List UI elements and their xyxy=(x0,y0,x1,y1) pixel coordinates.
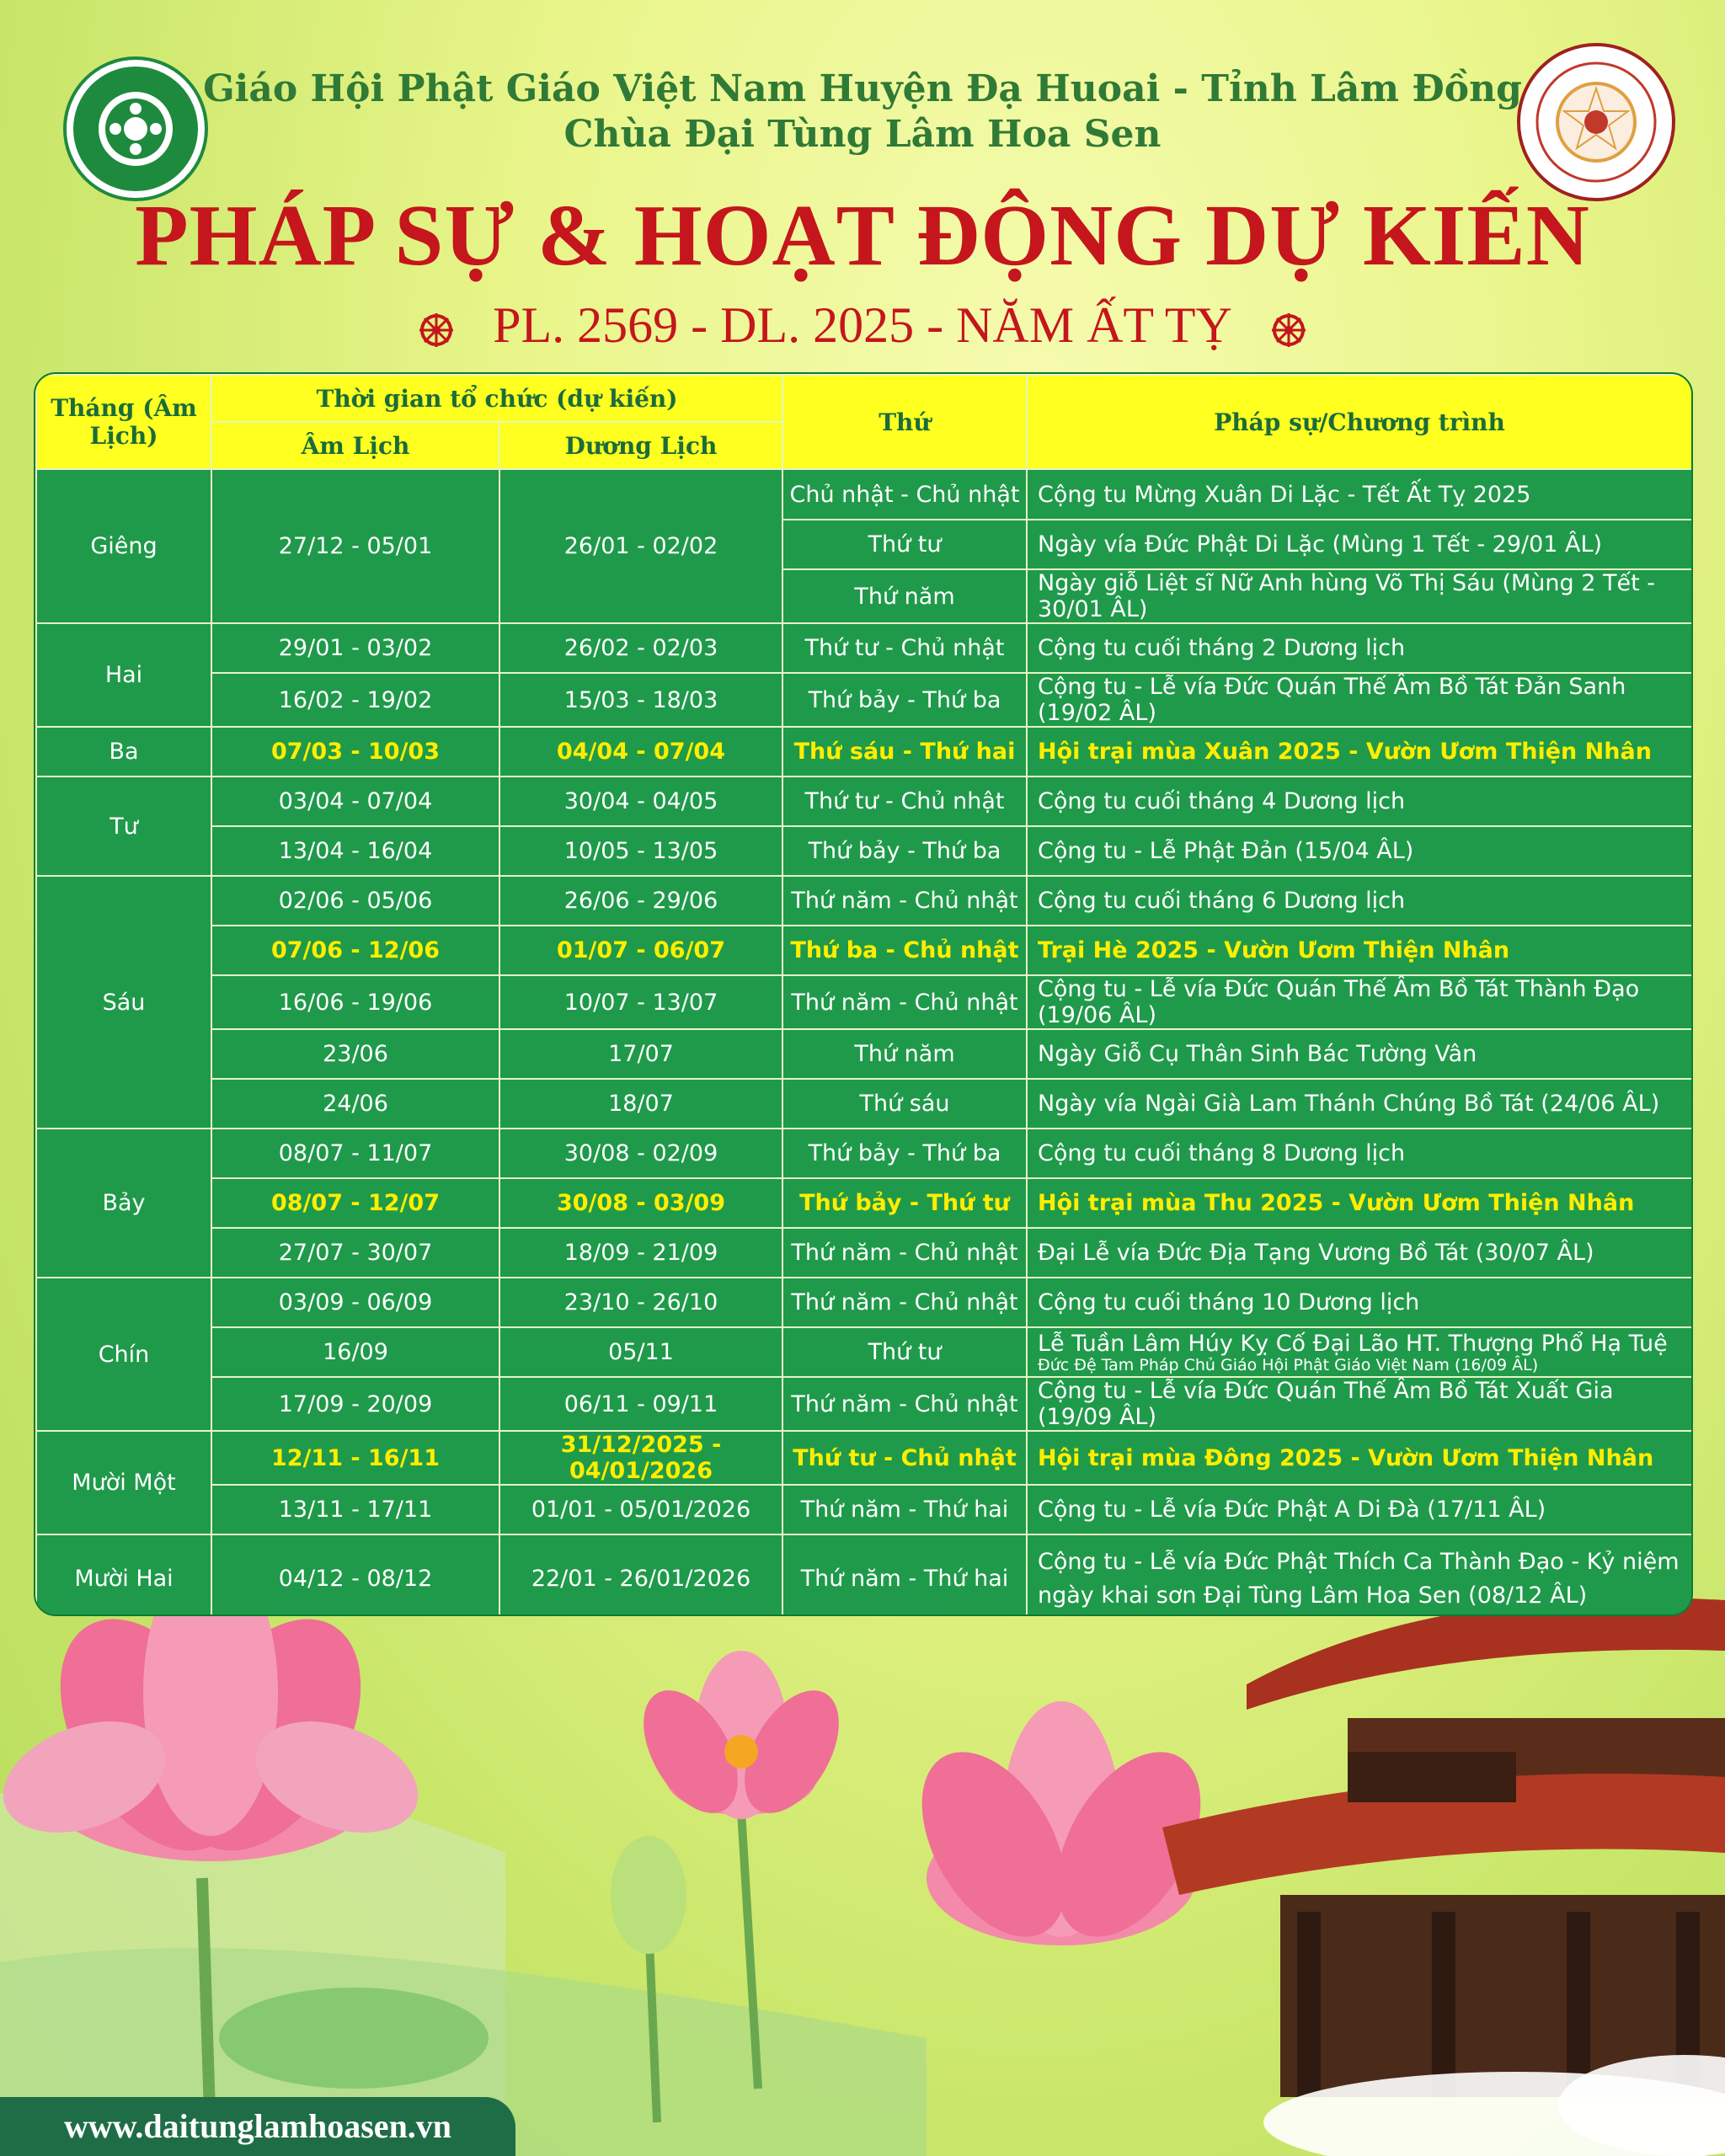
weekday-cell: Thứ năm - Chủ nhật xyxy=(782,1377,1027,1431)
weekday-cell: Thứ bảy - Thứ ba xyxy=(782,826,1027,876)
program-cell: Cộng tu cuối tháng 10 Dương lịch xyxy=(1027,1278,1692,1327)
dharma-wheel-icon xyxy=(1270,312,1307,349)
weekday-cell: Thứ năm - Chủ nhật xyxy=(782,975,1027,1029)
header-program: Pháp sự/Chương trình xyxy=(1027,375,1692,469)
lunar-cell: 17/09 - 20/09 xyxy=(211,1377,499,1431)
header-time-group: Thời gian tổ chức (dự kiến) xyxy=(211,375,782,422)
lunar-cell: 24/06 xyxy=(211,1079,499,1129)
subtitle: PL. 2569 - DL. 2025 - NĂM ẤT TỴ xyxy=(493,297,1232,353)
table-row xyxy=(36,1079,1692,1129)
program-cell: Ngày vía Đức Phật Di Lặc (Mùng 1 Tết - 29/01 ÂL) xyxy=(1027,520,1692,569)
table-row-highlight xyxy=(36,1431,1692,1485)
program-cell: Cộng tu - Lễ vía Đức Quán Thế Âm Bồ Tát Xuất Gia (19/09 ÂL) xyxy=(1027,1377,1692,1431)
lunar-cell: 08/07 - 11/07 xyxy=(211,1129,499,1178)
table-row xyxy=(36,1228,1692,1278)
organization-line: Giáo Hội Phật Giáo Việt Nam Huyện Đạ Huoai - Tỉnh Lâm Đồng xyxy=(203,67,1522,110)
month-cell: Hai xyxy=(36,623,211,727)
program-cell: Ngày vía Ngài Già Lam Thánh Chúng Bồ Tát (24/06 ÂL) xyxy=(1027,1079,1692,1129)
weekday-cell: Thứ tư - Chủ nhật xyxy=(782,776,1027,826)
program-cell: Cộng tu - Lễ vía Đức Phật Thích Ca Thành Đạo - Kỷ niệm ngày khai sơn Đại Tùng Lâm Hoa Sen (08/12 ÂL) xyxy=(1027,1534,1692,1616)
table-row xyxy=(36,623,1692,673)
weekday-cell: Thứ năm - Chủ nhật xyxy=(782,876,1027,926)
program-cell xyxy=(1027,1327,1692,1377)
weekday-cell: Thứ tư - Chủ nhật xyxy=(782,623,1027,673)
program-cell: Ngày Giỗ Cụ Thân Sinh Bác Tường Vân xyxy=(1027,1029,1692,1079)
table-row-highlight xyxy=(36,926,1692,975)
solar-cell: 26/06 - 29/06 xyxy=(499,876,782,926)
table-row xyxy=(36,1129,1692,1178)
lunar-cell: 27/12 - 05/01 xyxy=(211,469,499,623)
weekday-cell: Thứ tư xyxy=(782,520,1027,569)
solar-cell: 18/07 xyxy=(499,1079,782,1129)
solar-cell: 26/02 - 02/03 xyxy=(499,623,782,673)
pagoda-icon xyxy=(1162,1598,1725,2097)
lunar-cell: 07/03 - 10/03 xyxy=(211,727,499,776)
program-cell: Cộng tu Mừng Xuân Di Lặc - Tết Ất Tỵ 2025 xyxy=(1027,469,1692,520)
month-cell: Bảy xyxy=(36,1129,211,1278)
lunar-cell: 13/11 - 17/11 xyxy=(211,1485,499,1534)
month-cell: Mười Hai xyxy=(36,1534,211,1616)
table-row xyxy=(36,826,1692,876)
lunar-cell: 16/02 - 19/02 xyxy=(211,673,499,727)
weekday-cell: Thứ bảy - Thứ tư xyxy=(782,1178,1027,1228)
weekday-cell: Thứ năm - Thứ hai xyxy=(782,1534,1027,1616)
table-row xyxy=(36,1327,1692,1377)
table-row xyxy=(36,469,1692,520)
program-cell: Hội trại mùa Thu 2025 - Vườn Ươm Thiện Nhân xyxy=(1027,1178,1692,1228)
solar-cell: 04/04 - 07/04 xyxy=(499,727,782,776)
program-cell: Cộng tu cuối tháng 8 Dương lịch xyxy=(1027,1129,1692,1178)
solar-cell: 22/01 - 26/01/2026 xyxy=(499,1534,782,1616)
table-row-highlight xyxy=(36,727,1692,776)
program-cell: Đại Lễ vía Đức Địa Tạng Vương Bồ Tát (30/07 ÂL) xyxy=(1027,1228,1692,1278)
month-cell: Ba xyxy=(36,727,211,776)
lunar-cell: 23/06 xyxy=(211,1029,499,1079)
solar-cell: 30/08 - 02/09 xyxy=(499,1129,782,1178)
lunar-cell: 13/04 - 16/04 xyxy=(211,826,499,876)
program-cell: Cộng tu cuối tháng 6 Dương lịch xyxy=(1027,876,1692,926)
solar-cell: 01/07 - 06/07 xyxy=(499,926,782,975)
solar-cell: 01/01 - 05/01/2026 xyxy=(499,1485,782,1534)
weekday-cell: Thứ tư - Chủ nhật xyxy=(782,1431,1027,1485)
page-title: PHÁP SỰ & HOẠT ĐỘNG DỰ KIẾN xyxy=(135,187,1590,284)
header-lunar: Âm Lịch xyxy=(211,422,499,469)
weekday-cell: Thứ năm - Chủ nhật xyxy=(782,1278,1027,1327)
lunar-cell: 03/09 - 06/09 xyxy=(211,1278,499,1327)
table-row xyxy=(36,673,1692,727)
table-row xyxy=(36,975,1692,1029)
schedule-table-container xyxy=(34,372,1693,1616)
program-cell: Cộng tu cuối tháng 4 Dương lịch xyxy=(1027,776,1692,826)
table-row xyxy=(36,1534,1692,1616)
table-row xyxy=(36,1485,1692,1534)
solar-cell: 30/08 - 03/09 xyxy=(499,1178,782,1228)
dharma-wheel-icon xyxy=(418,312,455,349)
table-row xyxy=(36,876,1692,926)
weekday-cell: Thứ tư xyxy=(782,1327,1027,1377)
subtitle-row xyxy=(0,296,1725,355)
solar-cell: 05/11 xyxy=(499,1327,782,1377)
month-cell: Giêng xyxy=(36,469,211,623)
month-cell: Chín xyxy=(36,1278,211,1431)
temple-name: Chùa Đại Tùng Lâm Hoa Sen xyxy=(563,113,1162,156)
program-cell: Trại Hè 2025 - Vườn Ươm Thiện Nhân xyxy=(1027,926,1692,975)
lunar-cell: 16/06 - 19/06 xyxy=(211,975,499,1029)
program-cell: Hội trại mùa Đông 2025 - Vườn Ươm Thiện Nhân xyxy=(1027,1431,1692,1485)
weekday-cell: Thứ bảy - Thứ ba xyxy=(782,673,1027,727)
program-cell: Cộng tu - Lễ vía Đức Quán Thế Âm Bồ Tát Thành Đạo (19/06 ÂL) xyxy=(1027,975,1692,1029)
month-cell: Tư xyxy=(36,776,211,876)
program-text: Lễ Tuần Lâm Húy Kỵ Cố Đại Lão HT. Thượng Phổ Hạ Tuệ xyxy=(1038,1331,1668,1357)
solar-cell: 06/11 - 09/11 xyxy=(499,1377,782,1431)
lunar-cell: 12/11 - 16/11 xyxy=(211,1431,499,1485)
table-row-highlight xyxy=(36,1178,1692,1228)
weekday-cell: Thứ bảy - Thứ ba xyxy=(782,1129,1027,1178)
solar-cell: 15/03 - 18/03 xyxy=(499,673,782,727)
weekday-cell: Thứ ba - Chủ nhật xyxy=(782,926,1027,975)
weekday-cell: Thứ sáu xyxy=(782,1079,1027,1129)
weekday-cell: Thứ năm - Thứ hai xyxy=(782,1485,1027,1534)
weekday-cell: Chủ nhật - Chủ nhật xyxy=(782,469,1027,520)
table-row xyxy=(36,1029,1692,1079)
lunar-cell: 02/06 - 05/06 xyxy=(211,876,499,926)
header-solar: Dương Lịch xyxy=(499,422,782,469)
program-cell: Hội trại mùa Xuân 2025 - Vườn Ươm Thiện Nhân xyxy=(1027,727,1692,776)
lunar-cell: 16/09 xyxy=(211,1327,499,1377)
program-cell: Cộng tu - Lễ vía Đức Phật A Di Đà (17/11 ÂL) xyxy=(1027,1485,1692,1534)
lunar-cell: 04/12 - 08/12 xyxy=(211,1534,499,1616)
weekday-cell: Thứ năm xyxy=(782,1029,1027,1079)
table-row xyxy=(36,1377,1692,1431)
header-month: Tháng (Âm Lịch) xyxy=(36,375,211,469)
solar-cell: 10/05 - 13/05 xyxy=(499,826,782,876)
solar-cell: 30/04 - 04/05 xyxy=(499,776,782,826)
lunar-cell: 03/04 - 07/04 xyxy=(211,776,499,826)
weekday-cell: Thứ sáu - Thứ hai xyxy=(782,727,1027,776)
table-row xyxy=(36,1278,1692,1327)
solar-cell: 31/12/2025 - 04/01/2026 xyxy=(499,1431,782,1485)
lunar-cell: 07/06 - 12/06 xyxy=(211,926,499,975)
weekday-cell: Thứ năm - Chủ nhật xyxy=(782,1228,1027,1278)
lunar-cell: 08/07 - 12/07 xyxy=(211,1178,499,1228)
solar-cell: 18/09 - 21/09 xyxy=(499,1228,782,1278)
program-note: Đức Đệ Tam Pháp Chủ Giáo Hội Phật Giáo Việt Nam (16/09 ÂL) xyxy=(1038,1356,1539,1374)
solar-cell: 26/01 - 02/02 xyxy=(499,469,782,623)
solar-cell: 17/07 xyxy=(499,1029,782,1079)
weekday-cell: Thứ năm xyxy=(782,569,1027,623)
solar-cell: 23/10 - 26/10 xyxy=(499,1278,782,1327)
program-cell: Cộng tu cuối tháng 2 Dương lịch xyxy=(1027,623,1692,673)
program-cell: Cộng tu - Lễ Phật Đản (15/04 ÂL) xyxy=(1027,826,1692,876)
program-cell: Ngày giỗ Liệt sĩ Nữ Anh hùng Võ Thị Sáu (Mùng 2 Tết - 30/01 ÂL) xyxy=(1027,569,1692,623)
month-cell: Mười Một xyxy=(36,1431,211,1534)
schedule-table xyxy=(35,374,1693,1616)
month-cell: Sáu xyxy=(36,876,211,1129)
program-cell: Cộng tu - Lễ vía Đức Quán Thế Âm Bồ Tát Đản Sanh (19/02 ÂL) xyxy=(1027,673,1692,727)
solar-cell: 10/07 - 13/07 xyxy=(499,975,782,1029)
table-row xyxy=(36,776,1692,826)
lunar-cell: 27/07 - 30/07 xyxy=(211,1228,499,1278)
header-weekday: Thứ xyxy=(782,375,1027,469)
website-link[interactable]: www.daitunglamhoasen.vn xyxy=(63,2107,452,2145)
lunar-cell: 29/01 - 03/02 xyxy=(211,623,499,673)
